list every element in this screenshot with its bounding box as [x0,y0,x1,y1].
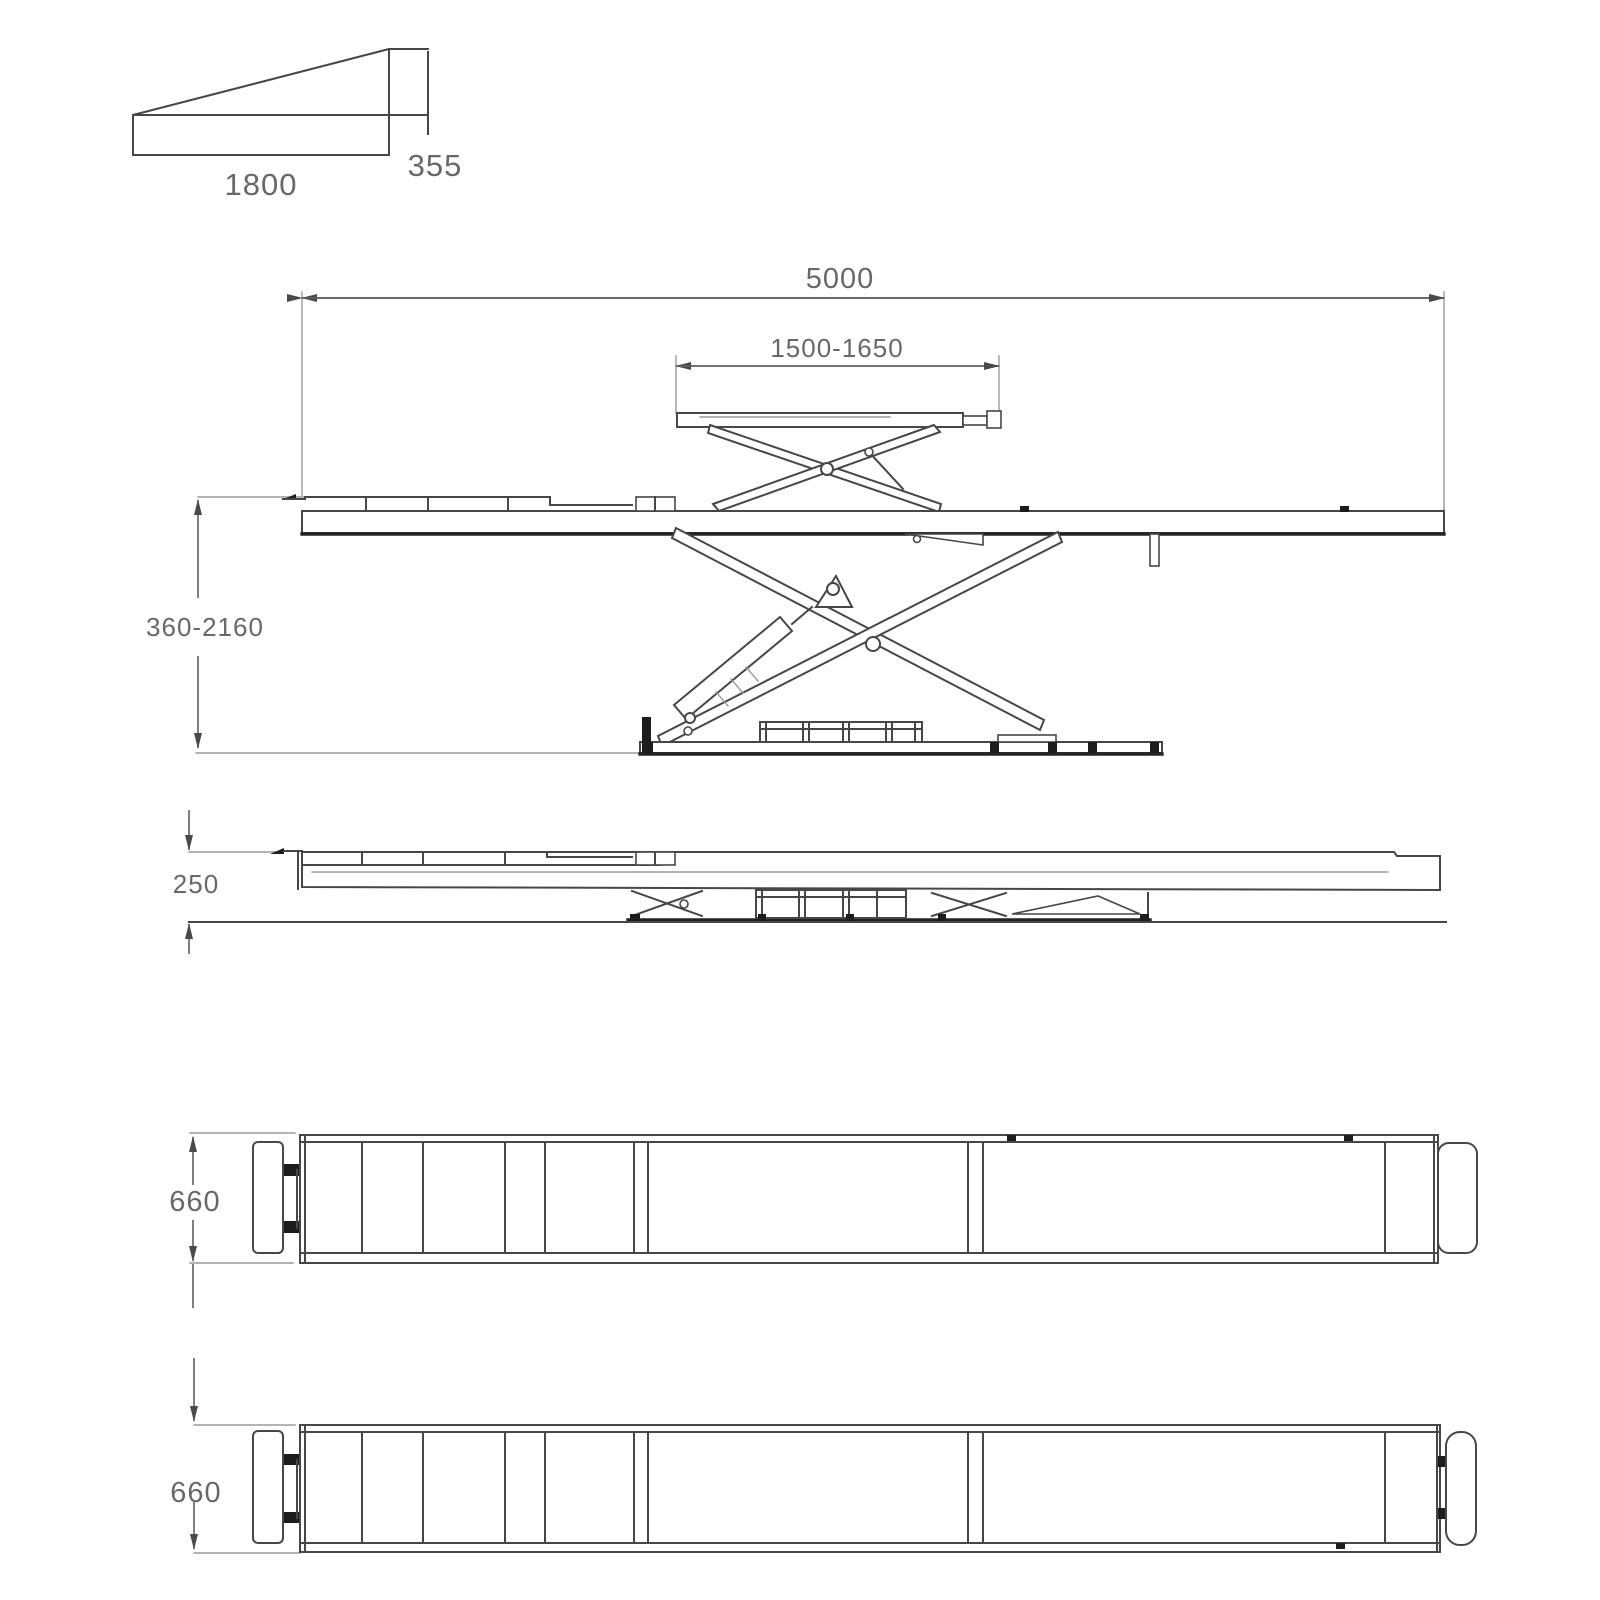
lock-ladder [760,722,922,742]
scissor-pivot [821,463,833,475]
ramp-length-label: 1800 [224,167,298,202]
runway-width-label-a: 660 [169,1186,221,1218]
approach-ramp-a [253,1142,300,1253]
lift-table-end-block [987,411,1001,428]
runway-top-b [300,1425,1476,1552]
runway-width-label-b: 660 [170,1477,222,1509]
dim-lift-table-length [676,333,999,413]
cylinder-rod [792,607,812,624]
lift-table [677,411,1001,428]
main-scissor-pivot [866,637,880,651]
figure-side-view-lowered [173,810,1446,954]
lifting-height-label: 360-2160 [146,612,264,642]
dim-drive-on-height [173,810,277,954]
runway-top-a [300,1135,1477,1263]
end-cap-a [1438,1143,1477,1253]
lift-table-scissor [708,425,941,512]
figure-ramp-detail [133,49,462,202]
runway-tip [270,848,284,854]
figure-top-view-a [169,1133,1477,1308]
ramp-wedge-outline [133,49,428,155]
overall-length-label: 5000 [805,263,875,295]
figure-side-view-raised [146,263,1444,754]
runway-lowered [270,848,1440,890]
runway-end-bracket [1150,534,1159,566]
lift-table-extension [963,416,987,425]
ramp-height-label: 355 [407,148,463,183]
scissor-arm-front [658,532,1062,746]
dim-overall-length [302,263,1444,535]
lock-ladder-lowered [756,890,906,918]
approach-ramp-b [253,1431,300,1543]
collapsed-base [189,890,1446,922]
dim-lifting-height [146,497,310,748]
end-cap-b [1446,1432,1476,1545]
runway-raised [281,494,1444,566]
lift-table-length-label: 1500-1650 [770,333,904,363]
figure-top-view-b [170,1358,1476,1553]
drive-on-height-label: 250 [172,869,220,899]
main-scissor [658,528,1062,746]
